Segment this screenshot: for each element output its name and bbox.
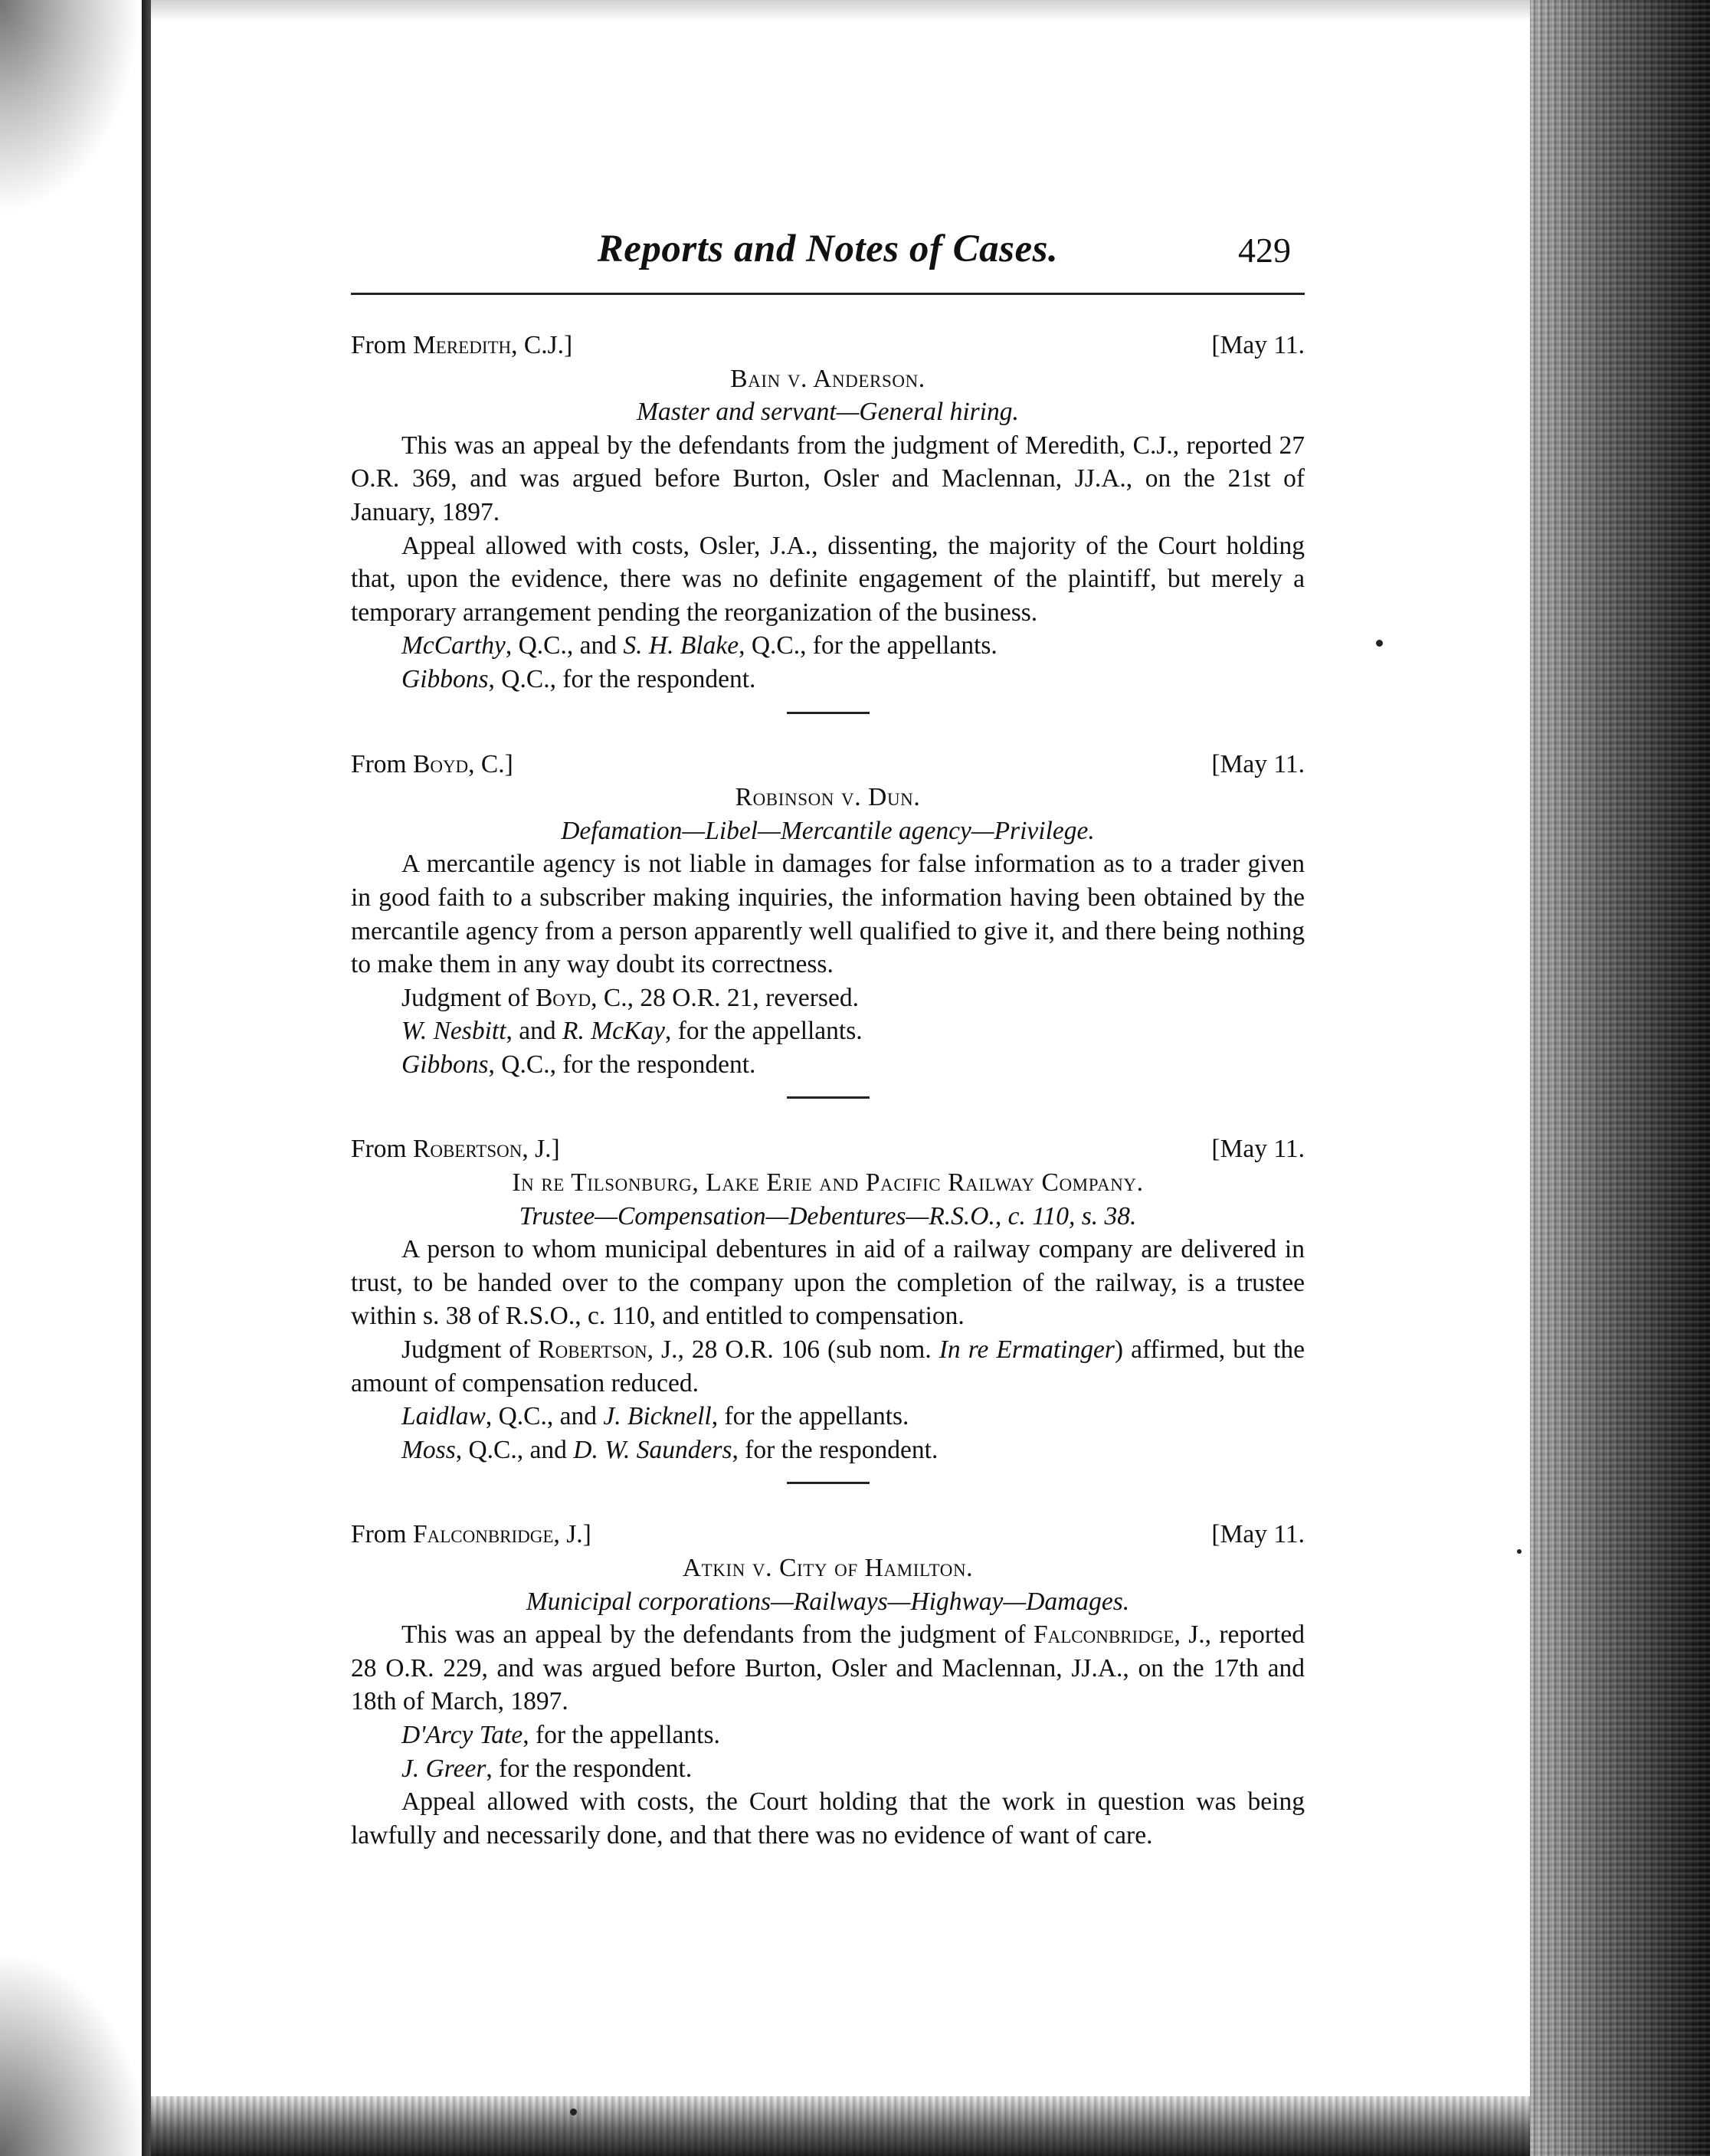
running-head xyxy=(351,222,1305,295)
trial-judge: Boyd, C.] xyxy=(412,749,513,778)
case-name: Robinson v. Dun. xyxy=(735,783,921,812)
case-in-re-tilsonburg xyxy=(351,1132,1305,1466)
counsel-line: J. Greer, for the respondent. xyxy=(401,1754,693,1783)
trial-judge: Robertson, J.] xyxy=(412,1135,560,1164)
case-source-line xyxy=(351,329,1305,362)
document-page xyxy=(351,222,1305,1852)
case-source-line xyxy=(351,1132,1305,1166)
page-number: 429 xyxy=(1238,231,1291,270)
judgment-line: Judgment of Boyd, C., 28 O.R. 21, reversed. xyxy=(401,983,859,1012)
case-paragraph: Appeal allowed with costs, Osler, J.A., dissenting, the majority of the Court holding that, upon the evidence, there was no definite engagement of the plaintiff, but merely a temporary arrangement pending the reorganization of the business. xyxy=(351,531,1305,627)
scan-speck xyxy=(1376,640,1383,647)
counsel-line: Moss, Q.C., and D. W. Saunders, for the respondent. xyxy=(401,1435,939,1464)
from-label: From xyxy=(351,749,413,778)
from-label: From xyxy=(351,1520,413,1549)
scan-shadow-top xyxy=(151,0,1530,21)
counsel-line: D'Arcy Tate, for the appellants. xyxy=(401,1720,720,1749)
page-title: Reports and Notes of Cases. xyxy=(597,228,1059,270)
case-headnote: Trustee—Compensation—Debentures—R.S.O., c. 110, s. 38. xyxy=(519,1201,1137,1230)
judgment-paragraph: Judgment of Robertson, J., 28 O.R. 106 (sub nom. In re Ermatinger) affirmed, but the amount of compensation reduced. xyxy=(351,1335,1305,1397)
case-date: [May 11. xyxy=(1211,331,1305,359)
counsel-line: Laidlaw, Q.C., and J. Bicknell, for the appellants. xyxy=(401,1402,909,1431)
case-divider xyxy=(787,1482,870,1484)
case-date: [May 11. xyxy=(1211,749,1305,778)
case-source-line xyxy=(351,748,1305,781)
scan-shadow-top-left xyxy=(0,0,142,215)
case-atkin-v-city-of-hamilton xyxy=(351,1518,1305,1852)
case-headnote: Defamation—Libel—Mercantile agency—Privilege. xyxy=(561,816,1095,845)
scan-shadow-bottom xyxy=(151,2096,1530,2156)
case-name: In re Tilsonburg, Lake Erie and Pacific Railway Company. xyxy=(512,1168,1144,1198)
case-paragraph: This was an appeal by the defendants from the judgment of Meredith, C.J., reported 27 O.R. 369, and was argued before Burton, Osler and Maclennan, JJ.A., on the 21st of January, 1897. xyxy=(351,431,1305,526)
from-label: From xyxy=(351,1135,413,1164)
case-headnote: Municipal corporations—Railways—Highway—Damages. xyxy=(526,1587,1130,1616)
counsel-line: Gibbons, Q.C., for the respondent. xyxy=(401,1050,756,1079)
case-source-line xyxy=(351,1518,1305,1551)
case-date: [May 11. xyxy=(1211,1520,1305,1549)
trial-judge: Meredith, C.J.] xyxy=(412,331,573,359)
case-divider xyxy=(787,712,870,714)
case-paragraph: A mercantile agency is not liable in damages for false information as to a trader given in good faith to a subscriber making inquiries, the information having been obtained by the mercantile agency from a person apparently well qualified to give it, and there being nothing to make them in any way doubt its correctness. xyxy=(351,850,1305,979)
counsel-line: W. Nesbitt, and R. McKay, for the appellants. xyxy=(401,1017,863,1046)
case-robinson-v-dun xyxy=(351,748,1305,1082)
scan-binding-edge-left xyxy=(142,0,151,2156)
scan-page-edge-right xyxy=(1530,0,1710,2156)
scan-speck xyxy=(1517,1549,1522,1554)
case-divider xyxy=(787,1096,870,1099)
scan-speck xyxy=(570,2108,577,2115)
case-date: [May 11. xyxy=(1211,1135,1305,1164)
trial-judge: Falconbridge, J.] xyxy=(412,1520,591,1549)
counsel-line: Gibbons, Q.C., for the respondent. xyxy=(401,664,756,693)
case-paragraph: This was an appeal by the defendants from the judgment of Falconbridge, J., reported 28 O.R. 229, and was argued before Burton, Osler and Maclennan, JJ.A., on the 17th and 18th of March, 1897. xyxy=(351,1620,1305,1716)
counsel-line: McCarthy, Q.C., and S. H. Blake, Q.C., for the appellants. xyxy=(401,631,998,660)
case-paragraph: Appeal allowed with costs, the Court holding that the work in question was being lawfully and necessarily done, and that there was no evidence of want of care. xyxy=(351,1787,1305,1850)
case-name: Bain v. Anderson. xyxy=(730,364,925,393)
scan-shadow-bottom-left xyxy=(0,1957,146,2156)
case-name: Atkin v. City of Hamilton. xyxy=(682,1554,974,1582)
case-paragraph: A person to whom municipal debentures in aid of a railway company are delivered in trust, to be handed over to the company upon the completion of the railway, is a trustee within s. 38 of R.S.O., c. 110, and entitled to compensation. xyxy=(351,1235,1305,1331)
case-bain-v-anderson xyxy=(351,329,1305,696)
from-label: From xyxy=(351,331,413,359)
case-headnote: Master and servant—General hiring. xyxy=(637,398,1019,427)
